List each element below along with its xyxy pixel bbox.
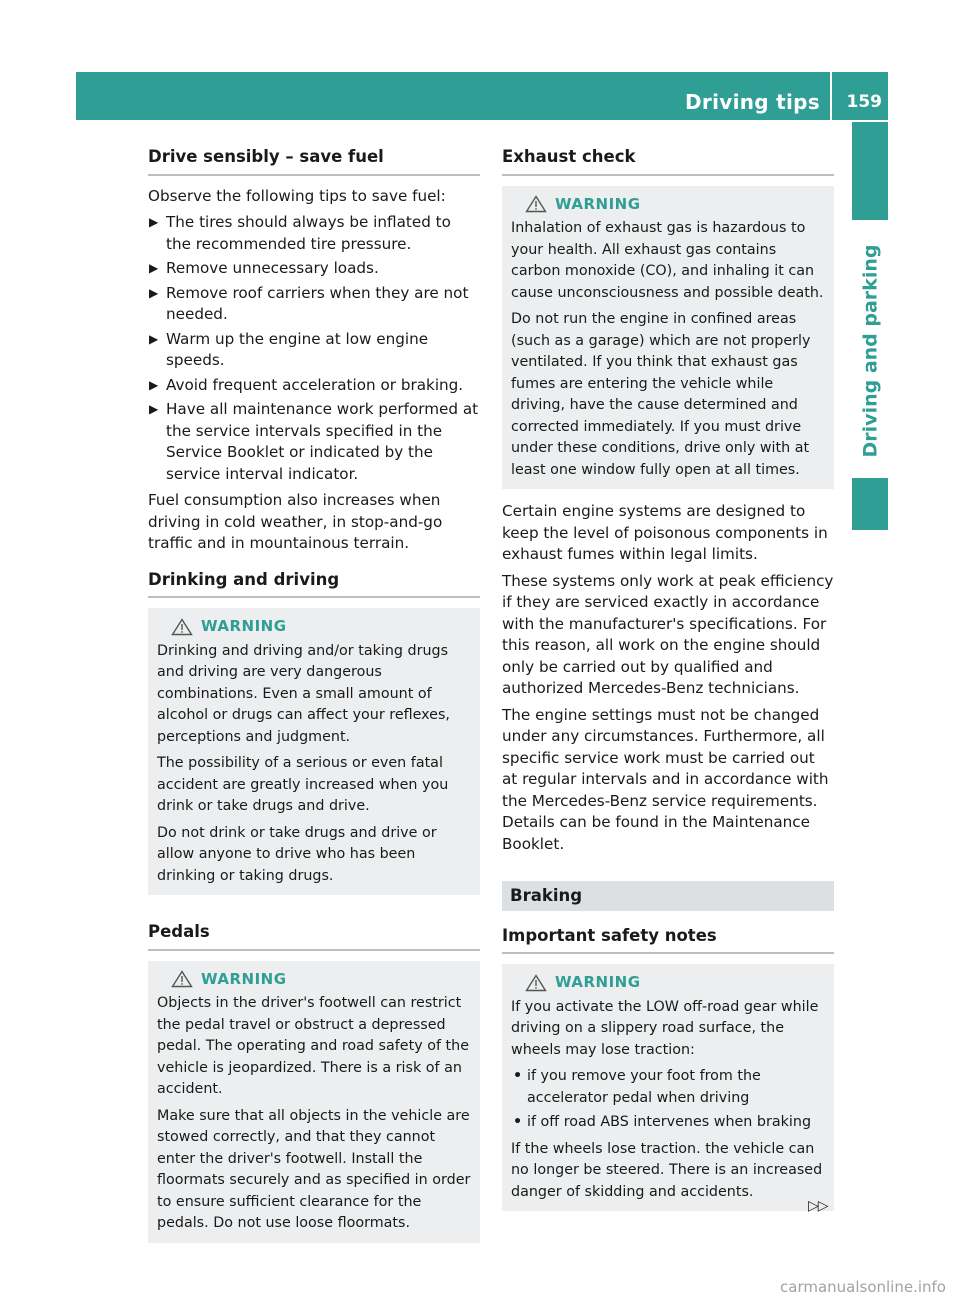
warning-title: WARNING	[201, 617, 287, 635]
heading-pedals: Pedals	[148, 921, 480, 951]
header-bar	[76, 72, 888, 120]
warning-box-drinking	[148, 608, 480, 895]
step-item: ▶ Remove roof carriers when they are not needed.	[149, 283, 469, 323]
warning-header	[157, 969, 472, 991]
step-item: ▶ Avoid frequent acceleration or braking.	[148, 375, 480, 397]
warning-box-exhaust	[502, 186, 834, 490]
warning-box-braking	[502, 964, 834, 1211]
warning-triangle-icon	[525, 195, 547, 213]
warning-header	[157, 616, 472, 638]
warning-triangle-icon	[171, 970, 193, 988]
heading-save-fuel: Drive sensibly – save fuel	[148, 146, 480, 176]
warning-box-pedals	[148, 961, 480, 1243]
heading-safety-notes: Important safety notes	[502, 925, 834, 955]
step-item: ▶ The tires should always be inflated to the recommended tire pressure.	[149, 213, 451, 253]
continue-arrows-icon: ▷▷	[808, 1198, 828, 1214]
bullet-dot: •	[513, 1068, 523, 1084]
step-item: ▶ Have all maintenance work performed at the service intervals specified in the Service Booklet or indicated by the service interval indicator.	[149, 400, 479, 483]
warning-text: Drinking and driving and/or taking drugs and driving are very dangerous combinations. Even a small amount of alcohol or drugs can affect your reflexes, perceptions and judgment.	[157, 642, 450, 745]
warning-triangle-icon	[525, 974, 547, 992]
warning-text: If the wheels lose traction. the vehicle can no longer be steered. There is an increased danger of skidding and accidents.	[511, 1140, 823, 1200]
warning-title: WARNING	[201, 969, 287, 988]
step-arrow-icon: ▶	[149, 402, 159, 416]
bullet-item: • if off road ABS intervenes when braking	[511, 1112, 826, 1134]
chapter-title: Driving tips	[685, 90, 820, 114]
step-item: ▶ Warm up the engine at low engine speeds.	[149, 329, 429, 369]
save-fuel-intro: Observe the following tips to save fuel:	[148, 186, 446, 205]
step-arrow-icon: ▶	[149, 261, 159, 275]
exhaust-paragraph: Certain engine systems are designed to keep the level of poisonous components in exhaust fumes within legal limits.	[502, 502, 828, 563]
warning-text: Objects in the driver's footwell can restrict the pedal travel or obstruct a depressed pedal. The operating and road safety of the vehicle is jeopardized. There is a risk of an accident.	[157, 995, 469, 1097]
warning-title: WARNING	[555, 194, 641, 213]
warning-header	[511, 972, 826, 994]
step-arrow-icon: ▶	[149, 285, 159, 300]
page-number: 159	[846, 92, 882, 112]
step-arrow-icon: ▶	[149, 331, 159, 346]
step-item: ▶ Remove unnecessary loads.	[148, 258, 480, 280]
bullet-dot: •	[513, 1114, 523, 1130]
left-column	[148, 146, 480, 1255]
warning-text: The possibility of a serious or even fatal accident are greatly increased when you drink or take drugs and drive.	[157, 755, 449, 814]
section-title-braking: Braking	[502, 881, 834, 911]
step-arrow-icon: ▶	[149, 377, 159, 392]
warning-text: Make sure that all objects in the vehicle are stowed correctly, and that they cannot enter the driver's footwell. Install the floormats securely and as specified in order to ensure sufficient clearance for the pedals. Do not use loose floormats.	[157, 1107, 471, 1231]
warning-triangle-icon	[171, 618, 193, 636]
heading-exhaust: Exhaust check	[502, 146, 834, 176]
warning-text: If you activate the LOW off-road gear while driving on a slippery road surface, the wheels may lose traction:	[511, 998, 819, 1058]
warning-text: Do not run the engine in confined areas (such as a garage) which are not properly ventilated. If you think that exhaust gas fumes are entering the vehicle while driving, have the cause determined and corrected immediately. If you must drive under these conditions, drive only with at least one window fully open at all times.	[511, 311, 811, 478]
warning-title: WARNING	[555, 973, 641, 991]
exhaust-paragraph: These systems only work at peak efficiency if they are serviced exactly in accordance with the manufacturer's specifications. For this reason, all work on the engine should only be carried out by qualified and authorized Mercedes-Benz technicians.	[502, 571, 834, 697]
side-block	[852, 478, 888, 530]
bullet-item: • if you remove your foot from the accelerator pedal when driving	[513, 1068, 761, 1106]
heading-drinking: Drinking and driving	[148, 569, 480, 599]
warning-bullets	[511, 1066, 826, 1134]
side-label-text: Driving and parking	[859, 244, 881, 458]
warning-text: Inhalation of exhaust gas is hazardous to your health. All exhaust gas contains carbon monoxide (CO), and inhaling it can cause unconsciousness and possible death.	[511, 220, 824, 301]
watermark: carmanualsonline.info	[780, 1278, 946, 1296]
side-label	[852, 226, 888, 476]
header-divider	[830, 72, 832, 120]
warning-text: Do not drink or take drugs and drive or allow anyone to drive who has been drinking or taking drugs.	[157, 824, 437, 884]
step-arrow-icon: ▶	[149, 215, 159, 229]
exhaust-paragraph: The engine settings must not be changed under any circumstances. Furthermore, all specific service work must be carried out at regular intervals and in accordance with the Mercedes-Benz service requirements. Details can be found in the Maintenance Booklet.	[502, 705, 829, 853]
fuel-consumption-note: Fuel consumption also increases when driving in cold weather, in stop-and-go traffic and in mountainous terrain.	[148, 491, 443, 552]
side-tab	[852, 122, 888, 220]
save-fuel-steps	[148, 212, 480, 485]
warning-header	[511, 194, 826, 216]
right-column	[502, 146, 834, 1223]
